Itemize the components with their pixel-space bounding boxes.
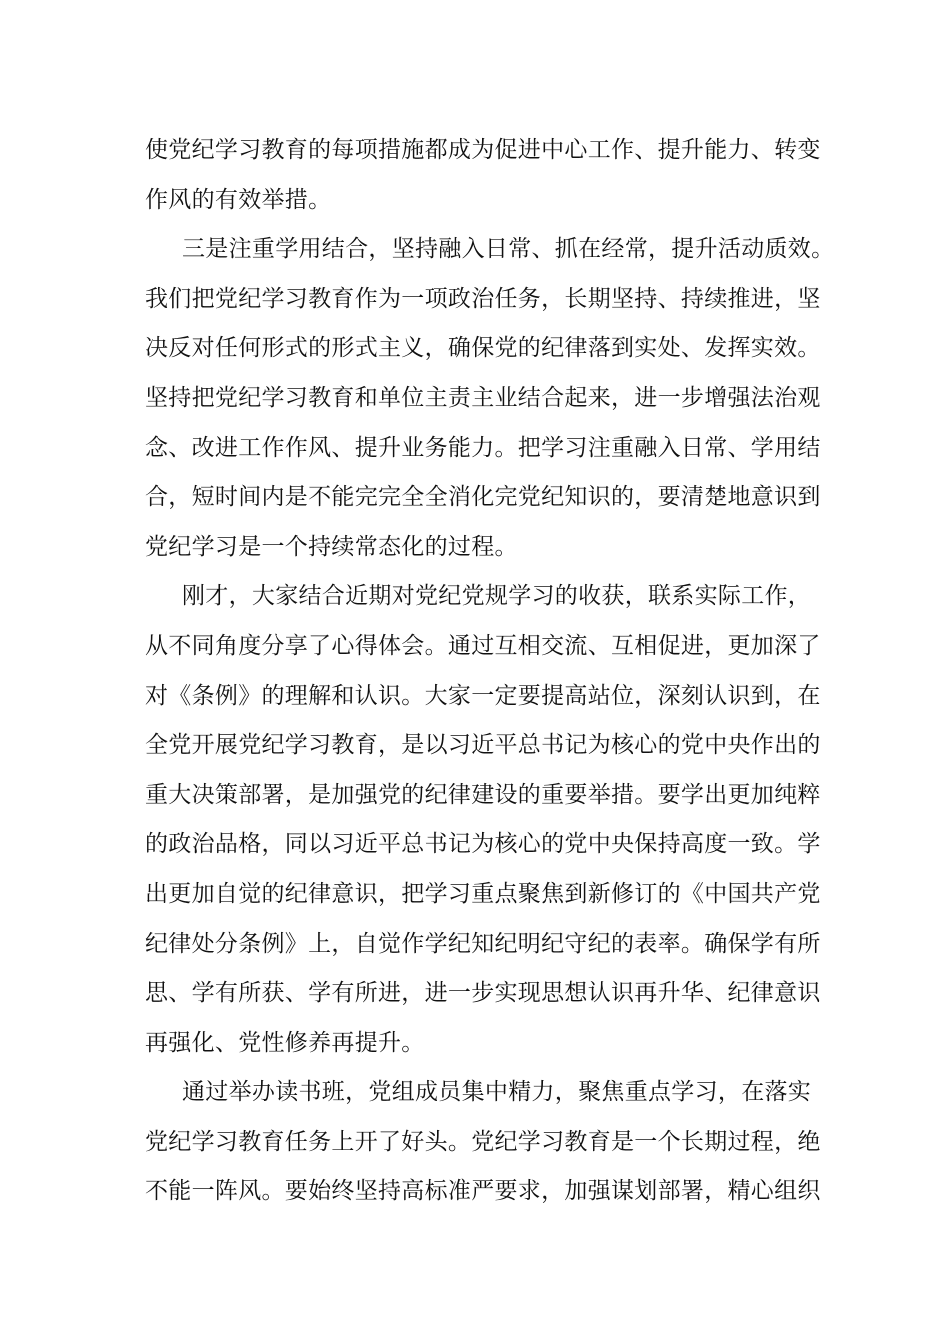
text-line: 决反对任何形式的形式主义，确保党的纪律落到实处、发挥实效。 <box>145 335 821 362</box>
text-line: 党纪学习是一个持续常态化的过程。 <box>145 533 518 560</box>
paragraph-start-line: 通过举办读书班，党组成员集中精力，聚焦重点学习，在落实 <box>182 1079 812 1106</box>
text-line: 不能一阵风。要始终坚持高标准严要求，加强谋划部署，精心组织 <box>145 1178 821 1205</box>
text-line: 使党纪学习教育的每项措施都成为促进中心工作、提升能力、转变 <box>145 137 821 163</box>
text-line: 重大决策部署，是加强党的纪律建设的重要举措。要学出更加纯粹 <box>145 781 821 808</box>
text-line: 从不同角度分享了心得体会。通过互相交流、互相促进，更加深了 <box>145 632 821 659</box>
paragraph-start-line: 三是注重学用结合，坚持融入日常、抓在经常，提升活动质效。 <box>182 236 835 263</box>
text-line: 念、改进工作作风、提升业务能力。把学习注重融入日常、学用结 <box>145 434 821 461</box>
text-line: 作风的有效举措。 <box>145 186 332 213</box>
body-text <box>145 126 835 1217</box>
text-line: 我们把党纪学习教育作为一项政治任务，长期坚持、持续推进，坚 <box>145 285 821 312</box>
text-line: 全党开展党纪学习教育，是以习近平总书记为核心的党中央作出的 <box>145 732 821 759</box>
text-line: 的政治品格，同以习近平总书记为核心的党中央保持高度一致。学 <box>145 831 821 858</box>
paragraph-start-line: 刚才，大家结合近期对党纪党规学习的收获，联系实际工作， <box>182 583 812 610</box>
text-line: 纪律处分条例》上，自觉作学纪知纪明纪守纪的表率。确保学有所 <box>145 930 821 957</box>
text-line: 坚持把党纪学习教育和单位主责主业结合起来，进一步增强法治观 <box>145 384 821 411</box>
text-line: 再强化、党性修养再提升。 <box>145 1029 425 1056</box>
text-line: 思、学有所获、学有所进，进一步实现思想认识再升华、纪律意识 <box>145 980 821 1007</box>
text-line: 党纪学习教育任务上开了好头。党纪学习教育是一个长期过程，绝 <box>145 1128 821 1155</box>
text-line: 合，短时间内是不能完完全全消化完党纪知识的，要清楚地意识到 <box>145 484 821 511</box>
text-line: 对《条例》的理解和认识。大家一定要提高站位，深刻认识到，在 <box>145 682 821 709</box>
text-line: 出更加自觉的纪律意识，把学习重点聚焦到新修订的《中国共产党 <box>145 880 821 907</box>
